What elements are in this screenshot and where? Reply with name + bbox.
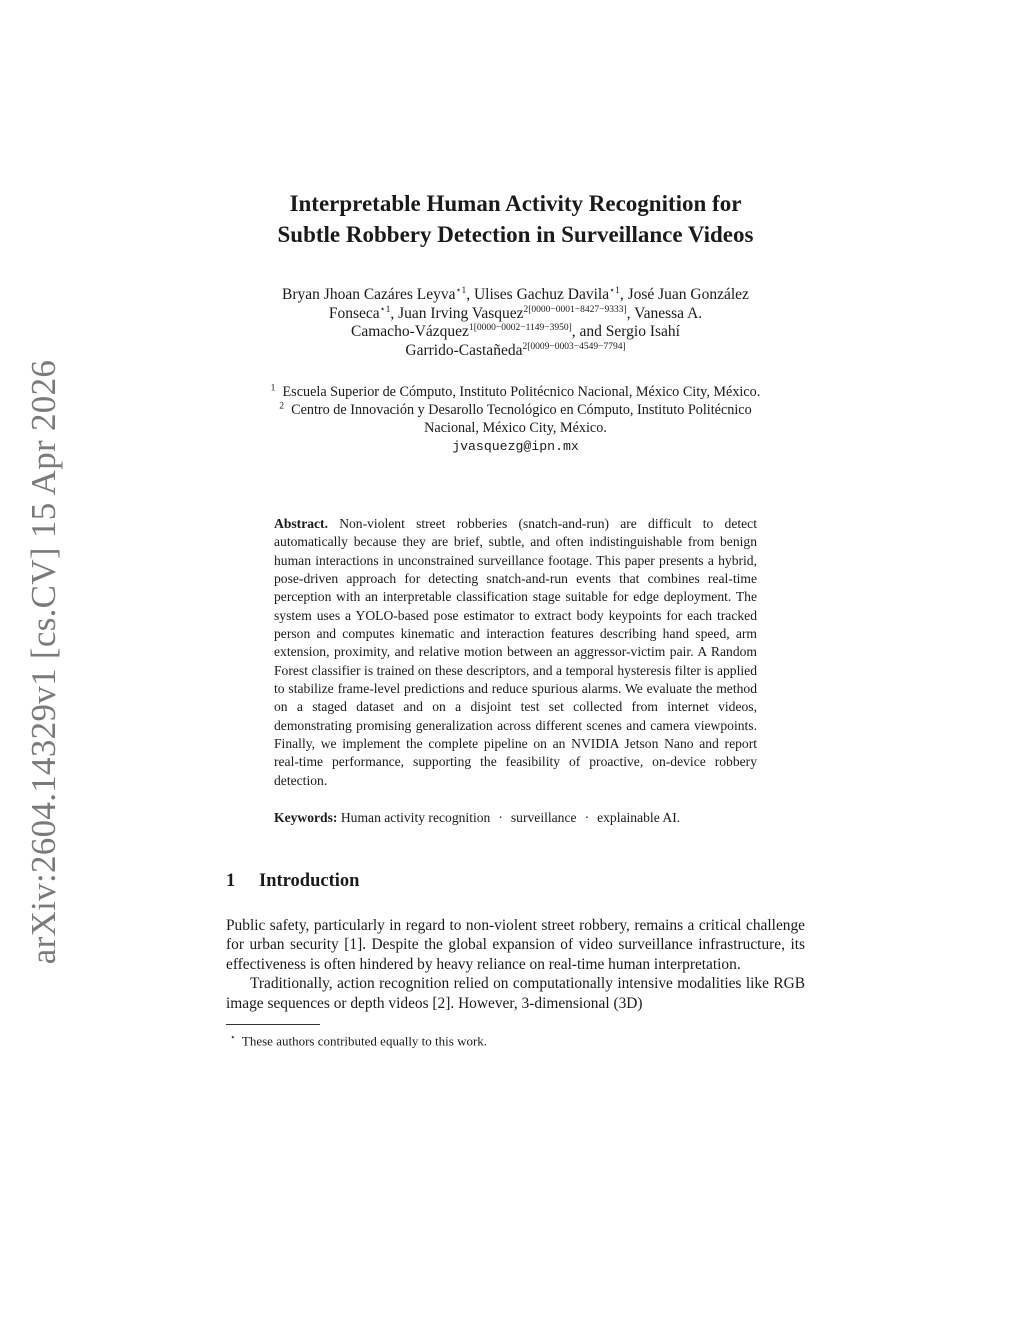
- author-orcid: 1[0000−0002−1149−3950]: [468, 322, 572, 333]
- author-mark: ⋆1: [455, 285, 467, 296]
- author-name: , Juan Irving Vasquez: [390, 304, 524, 322]
- affiliation-2-line-2: Nacional, México City, México.: [424, 420, 607, 436]
- keywords-label: Keywords:: [274, 810, 338, 826]
- paper-title: [226, 188, 805, 250]
- author-name: , Ulises Gachuz Davila: [466, 286, 610, 303]
- affiliations: [226, 383, 805, 456]
- contact-email: jvasquezg@ipn.mx: [452, 439, 579, 454]
- keywords: [274, 809, 757, 827]
- abstract: [274, 515, 757, 790]
- affiliation-1: Escuela Superior de Cómputo, Instituto Politécnico Nacional, México City, México.: [282, 384, 761, 400]
- keyword: explainable AI.: [597, 810, 681, 826]
- body-paragraph: Traditionally, action recognition relied on computationally intensive modalities like RGB image sequences or depth videos [2]. However, 3-dimensional (3D): [226, 975, 805, 1012]
- keyword-separator: ·: [498, 810, 503, 826]
- author-name: , and Sergio Isahí: [571, 323, 680, 340]
- affiliation-2-line-1: Centro de Innovación y Desarollo Tecnológico en Cómputo, Instituto Politécnico: [291, 402, 752, 418]
- author-mark: ⋆1: [379, 304, 391, 315]
- author-mark: ⋆1: [609, 285, 620, 296]
- title-line-2: Subtle Robbery Detection in Surveillance Videos: [277, 222, 754, 247]
- section-title: Introduction: [259, 870, 360, 891]
- author-orcid: 2[0000−0001−8427−9333]: [523, 304, 627, 315]
- arxiv-identifier: arXiv:2604.14329v1 [cs.CV] 15 Apr 2026: [24, 359, 63, 965]
- keyword-separator: ·: [584, 810, 590, 826]
- author-name: Garrido-Castañeda: [405, 341, 523, 359]
- author-list: [226, 286, 805, 360]
- section-number: 1: [226, 870, 236, 891]
- abstract-label: Abstract.: [274, 516, 328, 531]
- footnote-divider: [226, 1024, 320, 1025]
- footnote-text: These authors contributed equally to this work.: [241, 1033, 488, 1049]
- affiliation-mark: 1: [270, 383, 276, 394]
- author-name: , José Juan González: [619, 286, 749, 303]
- keyword: Human activity recognition: [340, 810, 491, 826]
- footnote: [226, 1029, 805, 1049]
- body-paragraph: Public safety, particularly in regard to non-violent street robbery, remains a critical challenge for urban security [1]. Despite the global expansion of video surveillance infrastructure, its effectiveness is often hindered by heavy reliance on real-time human interpretation.: [226, 916, 805, 973]
- abstract-text: Non-violent street robberies (snatch-and-run) are difficult to detect automatically because they are brief, subtle, and often indistinguishable from benign human interactions in unconstrained surveillance footage. This paper presents a hybrid, pose-driven approach for detecting snatch-and-run events that combines real-time perception with an interpretable classification stage suitable for edge deployment. The system uses a YOLO-based pose estimator to extract body keypoints for each tracked person and computes kinematic and interaction features describing hand speed, arm extension, proximity, and relative motion between an aggressor-victim pair. A Random Forest classifier is trained on these descriptors, and a temporal hysteresis filter is applied to stabilize frame-level predictions and reduce spurious alarms. We evaluate the method on a staged dataset and on a disjoint test set collected from internet videos, demonstrating promising generalization across different scenes and camera viewpoints. Finally, we implement the complete pipeline on an NVIDIA Jetson Nano and report real-time performance, supporting the feasibility of proactive, on-device robbery detection.: [274, 516, 757, 788]
- affiliation-mark: 2: [279, 401, 285, 412]
- keyword: surveillance: [510, 810, 577, 826]
- author-orcid: 2[0009−0003−4549−7794]: [522, 341, 626, 352]
- author-name: Camacho-Vázquez: [351, 323, 469, 340]
- paper-page: [226, 188, 805, 1050]
- author-name: Fonseca: [328, 304, 380, 322]
- title-line-1: Interpretable Human Activity Recognition for: [289, 191, 742, 216]
- footnote-mark: ⋆: [230, 1032, 236, 1043]
- section-heading: [226, 870, 805, 892]
- author-name: , Vanessa A.: [626, 304, 703, 322]
- author-name: Bryan Jhoan Cazáres Leyva: [282, 286, 456, 303]
